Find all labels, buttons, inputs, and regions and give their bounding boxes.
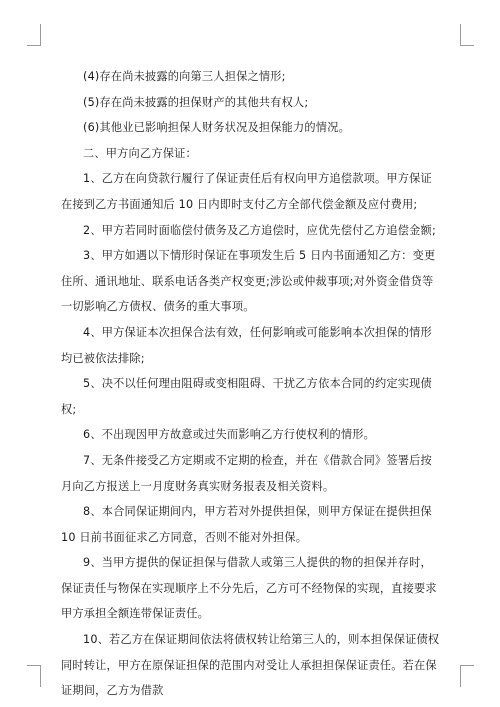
paragraph-clause-6: 6、不出现因甲方故意或过失而影响乙方行使权利的情形。 xyxy=(83,428,376,442)
paragraph-clause-1: 1、乙方在向贷款行履行了保证责任后有权向甲方追偿款项。甲方保证在接到乙方书面通知后 10 日内即时支付乙方全部代偿金额及应付费用; xyxy=(61,172,432,211)
document-body xyxy=(61,64,441,704)
paragraph-clause-8: 8、本合同保证期间内，甲方若对外提供担保，则甲方保证在提供担保 10 日前书面征求乙方同意，否则不能对外担保。 xyxy=(61,505,432,544)
crop-mark-bottom-left xyxy=(27,665,41,687)
crop-mark-top-left xyxy=(27,24,41,46)
paragraph-item-4: (4)存在尚未披露的向第三人担保之情形; xyxy=(83,70,286,83)
paragraph-item-6: (6)其他业已影响担保人财务状况及担保能力的情况。 xyxy=(83,121,350,135)
paragraph-item-5: (5)存在尚未披露的担保财产的其他共有权人; xyxy=(83,95,309,109)
section-heading-2: 二、甲方向乙方保证： xyxy=(83,146,197,160)
paragraph-clause-4: 4、甲方保证本次担保合法有效，任何影响或可能影响本次担保的情形均已被依法排除; xyxy=(61,325,432,365)
paragraph-clause-5: 5、决不以任何理由阻碍或变相阻碍、干扰乙方依本合同的约定实现债权; xyxy=(61,377,432,416)
paragraph-clause-3: 3、甲方如遇以下情形时保证在事项发生后 5 日内书面通知乙方：变更住所、通讯地址、联系电话各类产权变更;涉讼或仲裁事项;对外资金借贷等一切影响乙方债权、债务的重大事项。 xyxy=(61,249,436,314)
paragraph-clause-2: 2、甲方若同时面临偿付债务及乙方追偿时，应优先偿付乙方追偿金额; xyxy=(83,223,436,237)
paragraph-clause-9: 9、当甲方提供的保证担保与借款人或第三人提供的物的担保并存时，保证责任与物保在实现顺序上不分先后，乙方可不经物保的实现，直接要求甲方承担全额连带保证责任。 xyxy=(61,556,437,621)
paragraph-clause-10: 10、若乙方在保证期间依法将债权转让给第三人的，则本担保保证债权同时转让，甲方在原保证担保的范围内对受让人承担担保保证责任。若在保证期间，乙方为借款 xyxy=(61,633,440,698)
paragraph-clause-7: 7、无条件接受乙方定期或不定期的检查，并在《借款合同》签署后按月向乙方报送上一月度财务真实财务报表及相关资料。 xyxy=(61,453,432,493)
crop-mark-top-right xyxy=(460,24,474,46)
crop-mark-bottom-right xyxy=(460,665,474,687)
